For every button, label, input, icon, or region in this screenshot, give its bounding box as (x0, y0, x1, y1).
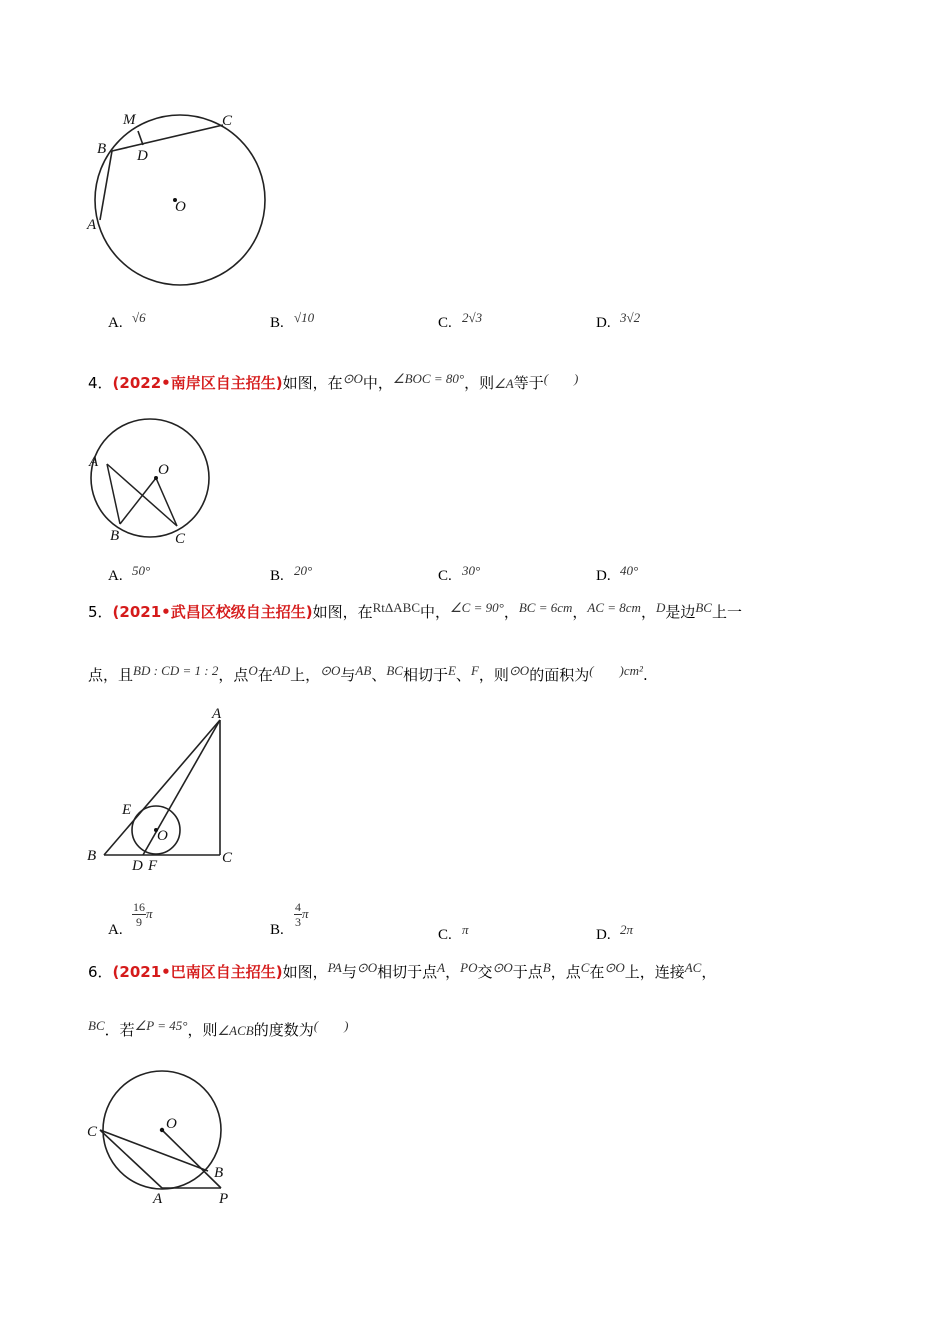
q3-option-d[interactable]: D. 3√2 (596, 310, 641, 331)
q3-option-c[interactable]: C. 2√3 (438, 310, 483, 331)
q6-source-tag: (2021•巴南区自主招生) (112, 963, 283, 981)
q4-option-b[interactable]: B. 20° (270, 563, 313, 584)
q6-label-c: C (87, 1124, 98, 1140)
q3-figure (80, 105, 280, 295)
q4-label-c: C (175, 531, 186, 547)
q3-label-d: D (137, 148, 148, 164)
q6-label-o: O (166, 1116, 177, 1132)
q5-stem-line1: 5．(2021•武昌区校级自主招生)如图，在RtΔABC中，∠C = 90°，BC = 6cm，AC = 8cm，D是边BC上一 (88, 600, 742, 621)
q5-label-c: C (222, 850, 233, 866)
q5-answer-blank[interactable]: ( ) (589, 663, 624, 678)
q4-answer-blank[interactable]: ( ) (543, 371, 579, 386)
q3-label-b: B (97, 141, 107, 157)
q5-option-b[interactable]: B. $\frac{4}{3}$ π (270, 900, 309, 938)
q5-option-c[interactable]: C. π (438, 922, 469, 943)
q4-label-a: A (89, 454, 99, 470)
q4-source-tag: (2022•南岸区自主招生) (112, 374, 283, 392)
q5-label-d: D (132, 858, 143, 874)
q5-option-a[interactable]: A. $\frac{16}{9}$ π (108, 900, 153, 938)
q5-label-b: B (87, 848, 97, 864)
q4-option-a[interactable]: A. 50° (108, 563, 151, 584)
q3-label-c: C (222, 113, 233, 129)
q3-option-b[interactable]: B. √10 (270, 310, 315, 331)
q5-label-e: E (122, 802, 132, 818)
q5-figure (80, 700, 250, 880)
q3-label-a: A (87, 217, 97, 233)
q5-label-a: A (212, 706, 222, 722)
q4-label-b: B (110, 528, 120, 544)
q3-label-o: O (175, 199, 186, 215)
q6-stem-line1: 6．(2021•巴南区自主招生)如图，PA与⊙O相切于点A，PO交⊙O于点B，点C在⊙O上，连接AC， (88, 960, 717, 981)
q6-figure (80, 1070, 250, 1210)
q4-label-o: O (158, 462, 169, 478)
q6-label-p: P (219, 1191, 229, 1207)
q6-stem-line2: BC．若∠P = 45°，则∠ACB的度数为( ) (88, 1018, 349, 1039)
q4-option-c[interactable]: C. 30° (438, 563, 481, 584)
q3-label-m: M (123, 112, 136, 128)
q5-option-d[interactable]: D. 2π (596, 922, 634, 943)
q6-answer-blank[interactable]: ( ) (313, 1018, 349, 1033)
q4-figure (80, 420, 220, 550)
q6-label-b: B (214, 1165, 224, 1181)
q5-stem-line2: 点，且BD : CD = 1 : 2，点O在AD上，⊙O与AB、BC相切于E、F，则⊙O的面积为( )cm². (88, 663, 648, 684)
q5-label-f: F (148, 858, 158, 874)
q5-source-tag: (2021•武昌区校级自主招生) (112, 603, 313, 621)
q3-option-a[interactable]: A. √6 (108, 310, 146, 331)
q4-stem: 4．(2022•南岸区自主招生)如图，在⊙O中，∠BOC = 80°，则∠A等于( ) (88, 371, 579, 392)
q4-option-d[interactable]: D. 40° (596, 563, 639, 584)
q5-label-o: O (157, 828, 168, 844)
q6-label-a: A (153, 1191, 163, 1207)
